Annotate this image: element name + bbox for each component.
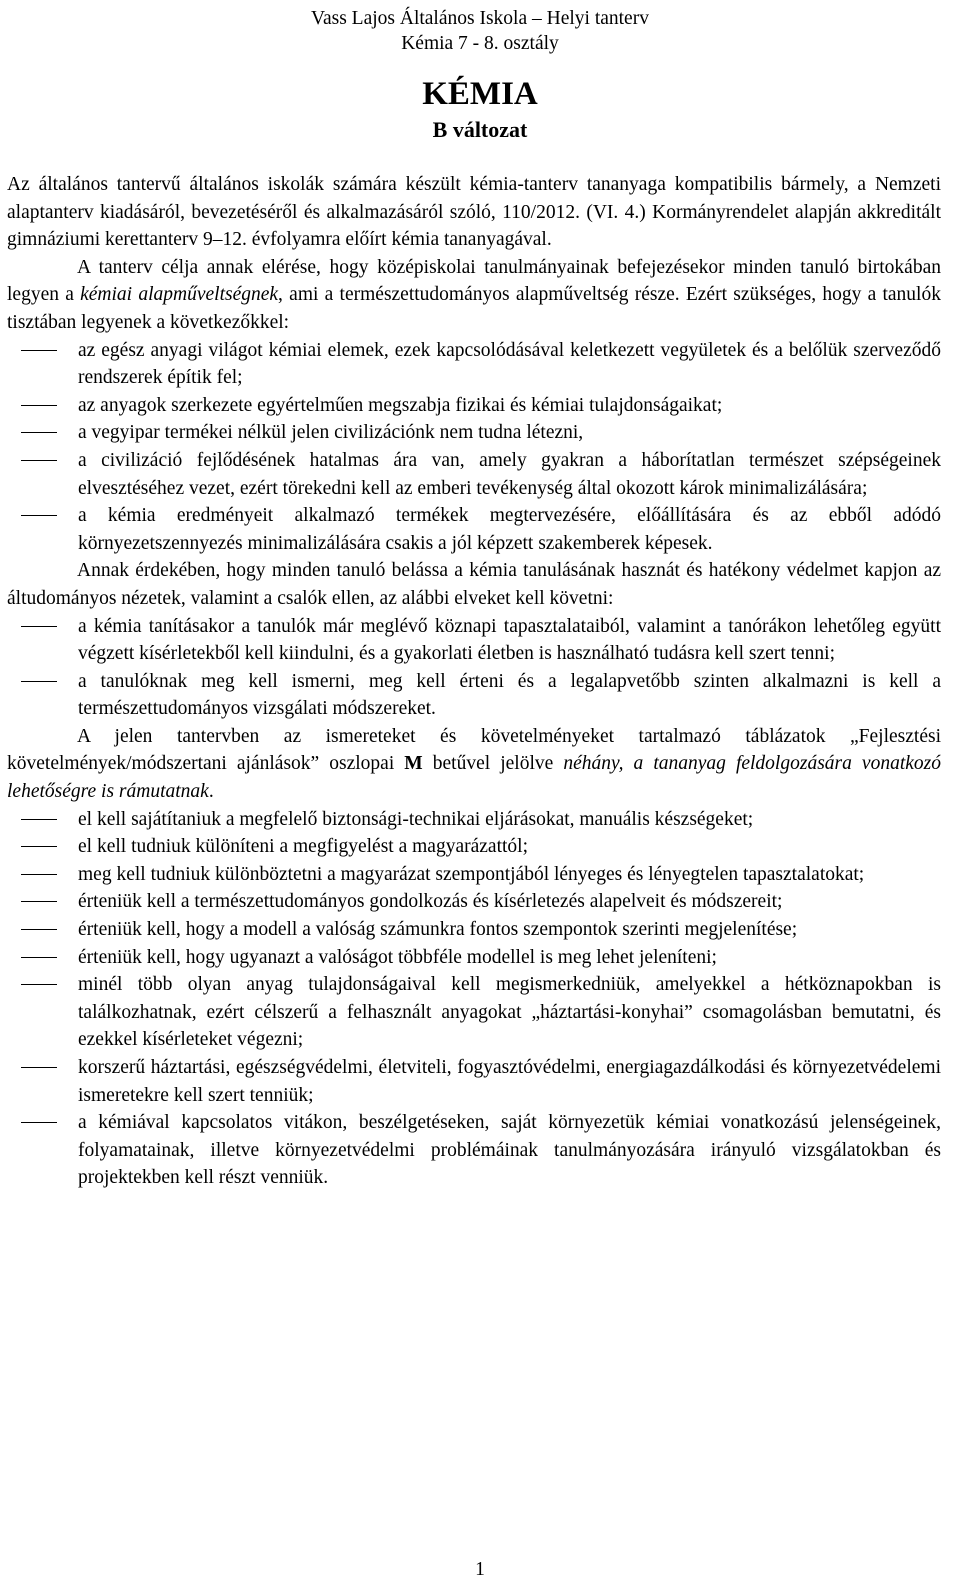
- paragraph-tables: [7, 723, 941, 806]
- page-header: [0, 6, 960, 56]
- paragraph-goal-text1: A tanterv célja annak elérése, hogy középiskolai tanulmányainak befejezésekor minden tanuló birtokában legyen a: [7, 256, 941, 306]
- list-item: a kémia eredményeit alkalmazó termékek megtervezésére, előállítására és az ebből adódó környezetszennyezés minimalizálására csakis a jól képzett szakemberek képesek.: [78, 502, 941, 557]
- list-item: érteniük kell, hogy ugyanazt a valóságot többféle modellel is meg lehet jeleníteni;: [78, 944, 941, 972]
- paragraph-tables-text3: .: [208, 781, 214, 803]
- list-item: meg kell tudniuk különböztetni a magyarázat szempontjából lényeges és lényegtelen tapasztalatokat;: [78, 861, 941, 889]
- list-item: a tanulóknak meg kell ismerni, meg kell érteni és a legalapvetőbb szinten alkalmazni is kell a természettudományos vizsgálati módszereket.: [78, 668, 941, 723]
- list-item: minél több olyan anyag tulajdonságaival kell megismerkedniük, amelyekkel a hétköznapokban is találkozhatnak, ezért célszerű a felhasznált anyagokat „háztartási-konyhai” csomagolásban bemutatni, és ezekkel kísérleteket végezni;: [78, 971, 941, 1054]
- list-item: a kémia tanításakor a tanulók már meglévő köznapi tapasztalataiból, valamint a tanórákon lehetőleg együtt végzett kísérletekből kell kiindulni, és a gyakorlati életben is használható tudásra kell szert tenni;: [78, 613, 941, 668]
- document-body: [7, 171, 941, 1192]
- list-knowledge: [7, 337, 941, 558]
- paragraph-goal: [7, 254, 941, 337]
- paragraph-goal-text2: , ami a természettudományos alapműveltség része. Ezért szükséges, hogy a tanulók tisztában legyenek a következőkkel:: [7, 284, 941, 333]
- list-requirements: [7, 806, 941, 1192]
- document-subtitle: B változat: [432, 117, 528, 142]
- list-item: az egész anyagi világot kémiai elemek, ezek kapcsolódásával keletkezett vegyületek és a belőlük szerveződő rendszerek építik fel;: [78, 337, 941, 392]
- paragraph-tables-emphasis: néhány, a tananyag feldolgozására vonatkozó lehetőségre is rámutatnak: [7, 753, 941, 803]
- list-item: a civilizáció fejlődésének hatalmas ára van, amely gyakran a háborítatlan természet szépségeinek elvesztéséhez vezet, ezért törekedni kell az emberi tevékenység által okozott károk minimalizálására;: [78, 447, 941, 502]
- document-title: KÉMIA: [422, 76, 538, 112]
- list-item: a kémiával kapcsolatos vitákon, beszélgetéseken, saját környezetük kémiai vonatkozású jelenségeinek, folyamatainak, illetve környezetvédelmi problémáinak tanulmányozására irányuló vizsgálatokban és projektekben kell részt venniük.: [78, 1109, 941, 1192]
- paragraph-tables-text2: betűvel jelölve: [422, 753, 564, 775]
- paragraph-principles: Annak érdekében, hogy minden tanuló belássa a kémia tanulásának hasznát és hatékony védelmet kapjon az áltudományos nézetek, valamint a csalók ellen, az alábbi elveket kell követni:: [7, 560, 941, 609]
- list-item: az anyagok szerkezete egyértelműen megszabja fizikai és kémiai tulajdonságaikat;: [78, 392, 941, 420]
- paragraph-goal-emphasis: kémiai alapműveltségnek: [80, 284, 279, 306]
- header-subject: Kémia 7 - 8. osztály: [401, 33, 559, 54]
- list-item: el kell sajátítaniuk a megfelelő biztonsági-technikai eljárásokat, manuális készségeket;: [78, 806, 941, 834]
- page-number: 1: [475, 1559, 485, 1580]
- paragraph-tables-text1: A jelen tantervben az ismereteket és követelményeket tartalmazó táblázatok „Fejlesztési követelmények/módszertani ajánlások” oszlopai: [7, 725, 941, 775]
- paragraph-tables-marker: M: [404, 753, 423, 775]
- list-item: korszerű háztartási, egészségvédelmi, életviteli, fogyasztóvédelmi, energiagazdálkodási és környezetvédelemi ismeretekre kell szert tenniük;: [78, 1054, 941, 1109]
- list-item: a vegyipar termékei nélkül jelen civilizációnk nem tudna létezni,: [78, 419, 941, 447]
- list-item: érteniük kell a természettudományos gondolkozás és kísérletezés alapelveit és módszereit;: [78, 888, 941, 916]
- list-item: érteniük kell, hogy a modell a valóság számunkra fontos szempontok szerinti megjelenítése;: [78, 916, 941, 944]
- paragraph-intro: Az általános tantervű általános iskolák számára készült kémia-tanterv tananyaga kompatibilis bármely, a Nemzeti alaptanterv kiadásáról, bevezetéséről és alkalmazásáról szóló, 110/2012. (VI. 4.) Kormányrendelet alapján akkreditált gimnáziumi kerettanterv 9–12. évfolyamra előírt kémia tananyagával.: [7, 174, 941, 251]
- list-item: el kell tudniuk különíteni a megfigyelést a magyarázattól;: [78, 833, 941, 861]
- list-principles: [7, 613, 941, 723]
- header-school: Vass Lajos Általános Iskola – Helyi tanterv: [311, 8, 649, 29]
